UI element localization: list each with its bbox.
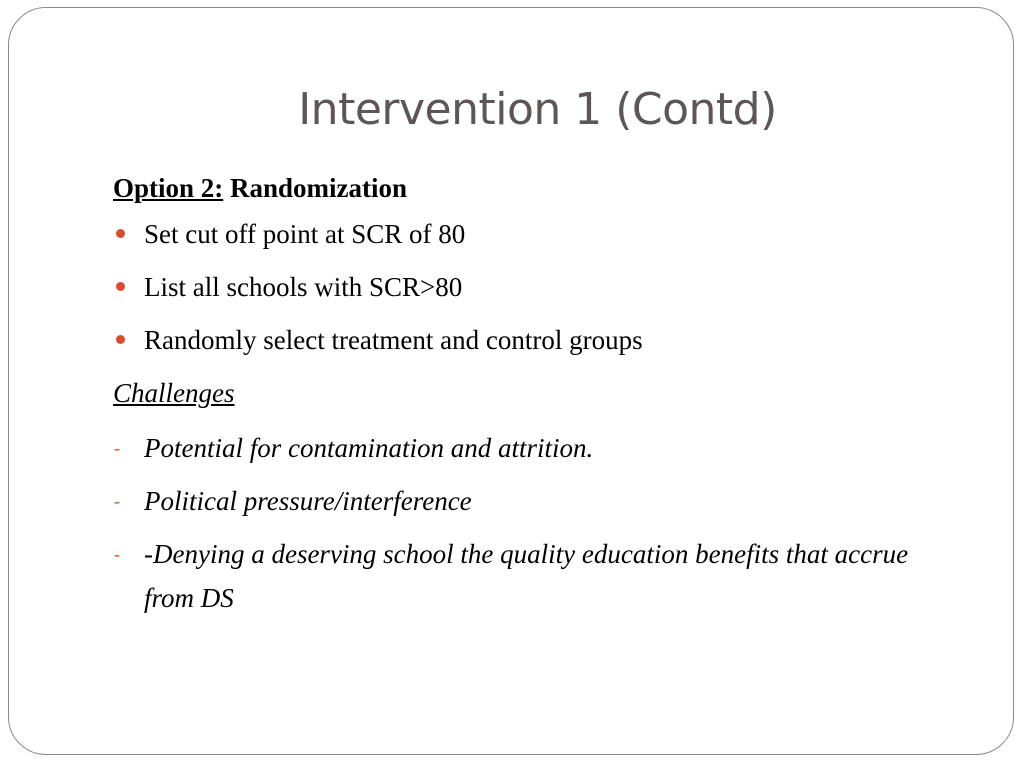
challenge-text: Political pressure/interference <box>144 486 472 516</box>
bullet-dot-icon <box>116 282 125 291</box>
challenge-text: Potential for contamination and attrition. <box>144 433 594 463</box>
dash-marker-icon: - <box>114 544 120 564</box>
challenge-item <box>113 532 933 620</box>
bullet-item <box>113 267 933 320</box>
bullet-dot-icon <box>116 335 125 344</box>
bullet-item <box>113 320 933 373</box>
bullet-item <box>113 214 933 267</box>
bullet-dot-icon <box>116 229 125 238</box>
option-label: Option 2: <box>113 173 224 203</box>
dash-marker-icon: - <box>114 491 120 511</box>
challenge-item <box>113 479 933 523</box>
challenge-item <box>113 426 933 470</box>
slide-content <box>113 168 933 629</box>
dash-marker-icon: - <box>114 438 120 458</box>
bullet-text: List all schools with SCR>80 <box>144 272 463 302</box>
slide-title: Intervention 1 (Contd) <box>298 84 777 135</box>
challenges-heading: Challenges <box>113 378 235 408</box>
challenge-text: -Denying a deserving school the quality education benefits that accrue from DS <box>144 539 909 613</box>
option-heading <box>113 168 933 214</box>
option-value: Randomization <box>223 173 408 203</box>
bullet-text: Set cut off point at SCR of 80 <box>144 219 466 249</box>
bullet-text: Randomly select treatment and control groups <box>144 325 643 355</box>
